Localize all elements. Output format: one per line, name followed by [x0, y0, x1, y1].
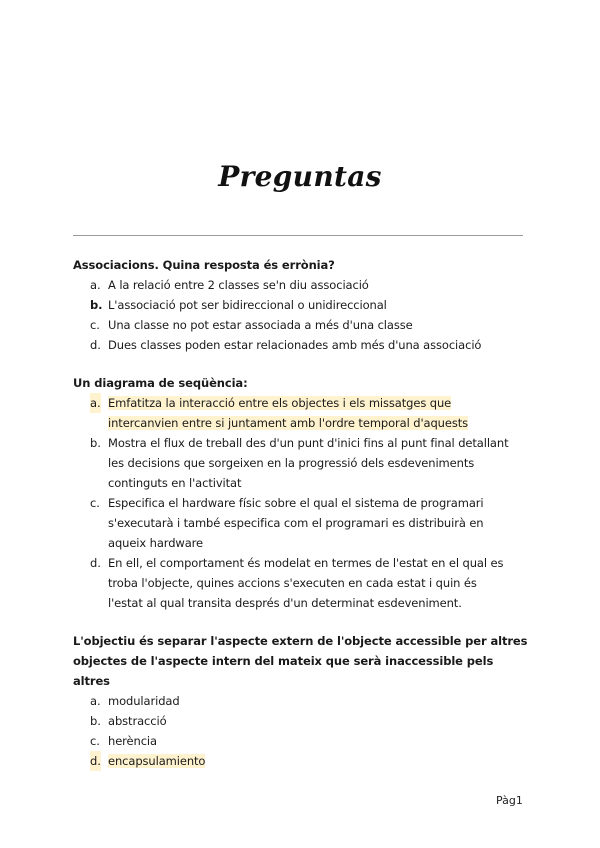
question-1-options: [73, 275, 533, 355]
option-3c: [73, 731, 533, 751]
option-letter: a.: [90, 278, 101, 292]
option-2b: [73, 433, 533, 493]
option-letter: d.: [90, 751, 101, 771]
option-2a: [73, 393, 533, 433]
page-title: Preguntas: [218, 160, 382, 193]
question-2-options: [73, 393, 533, 613]
question-text-line: L'objectiu és separar l'aspecte extern de l'objecte accessible per altres: [73, 634, 528, 648]
question-2: [73, 373, 533, 613]
option-text: herència: [108, 734, 157, 748]
option-3d: [73, 751, 533, 771]
page-number: Pàg1: [496, 794, 523, 807]
option-text-line: les decisions que sorgeixen en la progressió dels esdeveniments: [108, 456, 475, 470]
question-1-text: Associacions. Quina resposta és errònia?: [73, 258, 335, 272]
option-text-line: aqueix hardware: [108, 536, 204, 550]
option-letter: a.: [90, 393, 101, 413]
question-1: [73, 255, 533, 355]
option-text-line: s'executarà i també especifica com el programari es distribuirà en: [108, 516, 484, 530]
option-text: encapsulamiento: [108, 754, 206, 768]
option-letter: b.: [90, 298, 103, 312]
option-text-line: Mostra el flux de treball des d'un punt d'inici fins al punt final detallant: [108, 436, 509, 450]
option-letter: a.: [90, 694, 101, 708]
question-2-text: Un diagrama de seqüència:: [73, 376, 248, 390]
question-3: [73, 631, 533, 771]
question-3-options: [73, 691, 533, 771]
option-text: L'associació pot ser bidireccional o unidireccional: [108, 298, 387, 312]
option-letter: c.: [90, 318, 100, 332]
option-3b: [73, 711, 533, 731]
option-text-line: Especifica el hardware físic sobre el qual el sistema de programari: [108, 496, 484, 510]
title-divider: [73, 235, 523, 236]
option-3a: [73, 691, 533, 711]
question-3-text: [73, 631, 533, 691]
option-text: abstracció: [108, 714, 167, 728]
option-text: Una classe no pot estar associada a més d'una classe: [108, 318, 413, 332]
option-text-line: l'estat al qual transita després d'un determinat esdeveniment.: [108, 596, 462, 610]
option-1a: [73, 275, 533, 295]
option-letter: c.: [90, 496, 100, 510]
option-1b: [73, 295, 533, 315]
option-text: modularidad: [108, 694, 180, 708]
option-text-line: troba l'objecte, quines accions s'executen en cada estat i quin és: [108, 576, 477, 590]
option-text-line: En ell, el comportament és modelat en termes de l'estat en el qual es: [108, 556, 504, 570]
question-text-line: objectes de l'aspecte intern del mateix que serà inaccessible pels altres: [73, 654, 494, 688]
option-2c: [73, 493, 533, 553]
option-text-line: intercanvien entre si juntament amb l'ordre temporal d'aquests: [108, 416, 469, 430]
option-letter: b.: [90, 436, 101, 450]
option-text: A la relació entre 2 classes se'n diu associació: [108, 278, 369, 292]
option-text-line: continguts en l'activitat: [108, 476, 242, 490]
option-2d: [73, 553, 533, 613]
option-letter: d.: [90, 556, 101, 570]
option-text-line: Emfatitza la interacció entre els objectes i els missatges que: [108, 396, 452, 410]
option-1c: [73, 315, 533, 335]
option-letter: d.: [90, 338, 101, 352]
option-text: Dues classes poden estar relacionades amb més d'una associació: [108, 338, 482, 352]
option-letter: b.: [90, 714, 101, 728]
option-1d: [73, 335, 533, 355]
option-letter: c.: [90, 734, 100, 748]
